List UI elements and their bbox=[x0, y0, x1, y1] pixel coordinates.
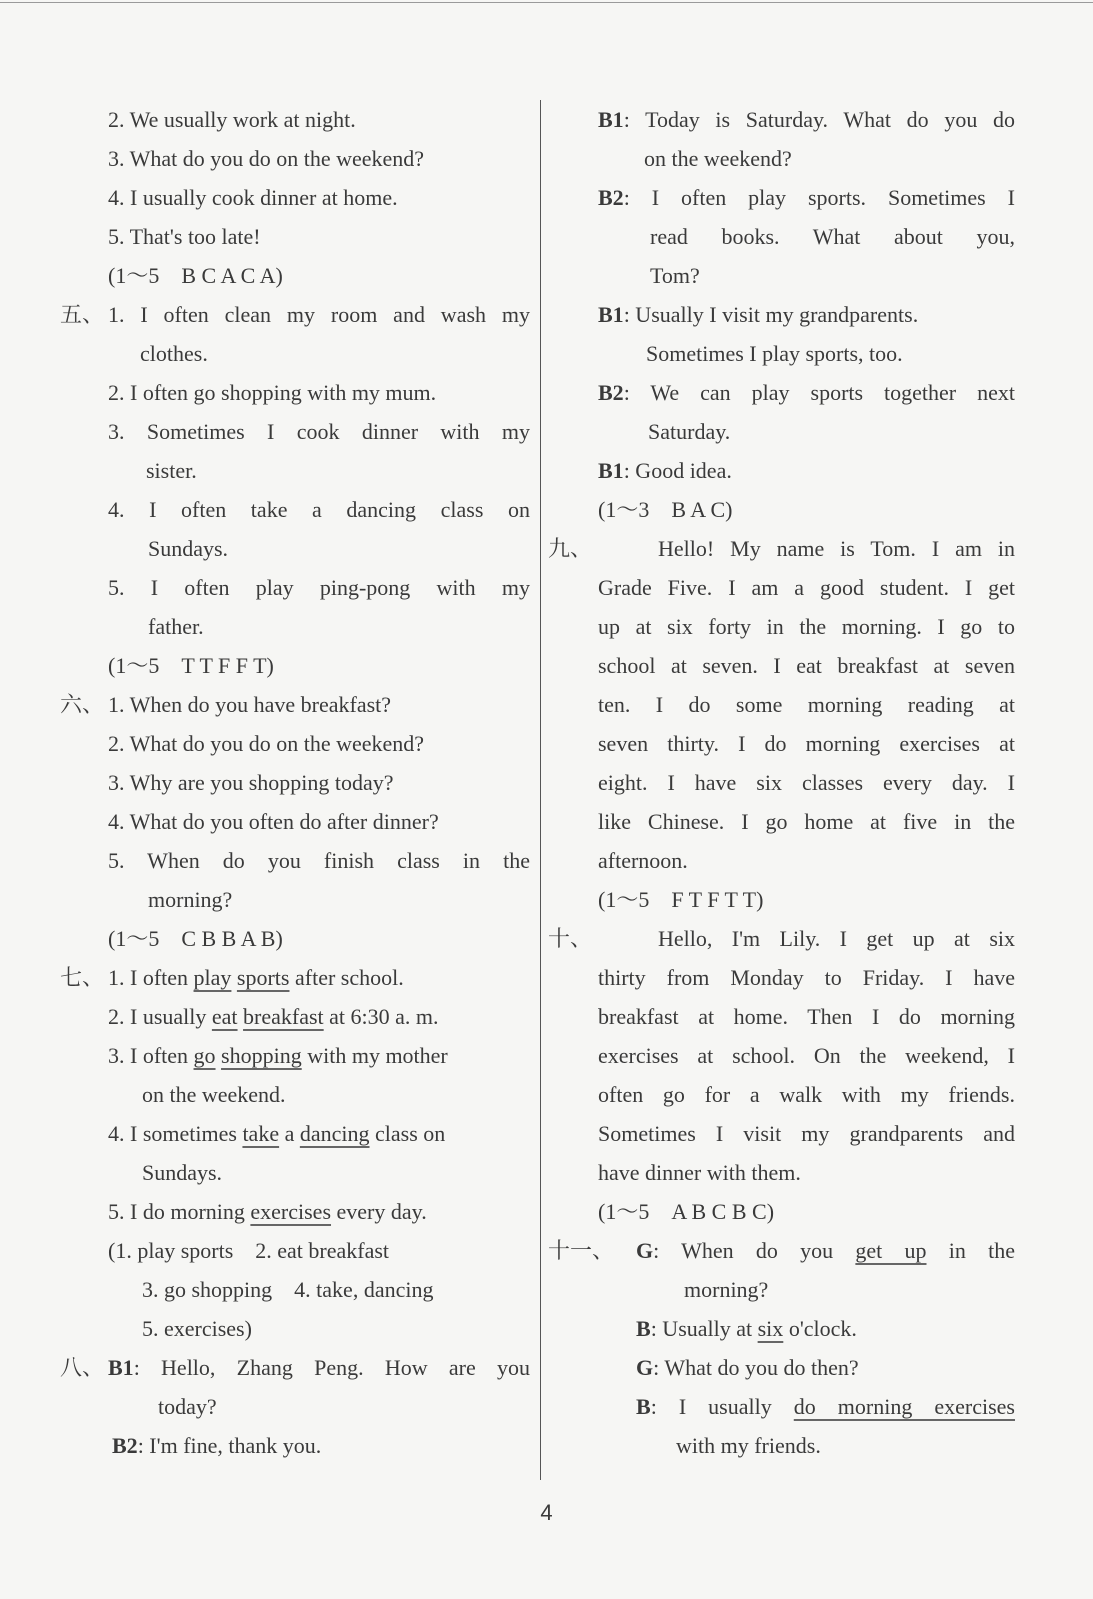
text-line: 5. When do you finish class in the bbox=[108, 848, 530, 873]
text-line: have dinner with them. bbox=[598, 1160, 801, 1185]
text-line: Hello, I'm Lily. I get up at six bbox=[658, 926, 1015, 951]
dialog-line bbox=[636, 1387, 1015, 1426]
speaker-label: B1 bbox=[598, 302, 624, 327]
text-line: 2. We usually work at night. bbox=[108, 107, 356, 132]
dialog-line: Sometimes I play sports, too. bbox=[646, 341, 903, 366]
text-fragment: 2. I usually bbox=[108, 1004, 212, 1029]
text-line: school at seven. I eat breakfast at seven bbox=[598, 653, 1015, 678]
speaker-label: B2 bbox=[598, 380, 624, 405]
dialog-line bbox=[60, 1426, 530, 1465]
dialog-line bbox=[560, 295, 1015, 334]
dialog-text: : We can play sports together next bbox=[623, 380, 1015, 405]
text-line: 3. Sometimes I cook dinner with my bbox=[108, 419, 530, 444]
dialog-line: on the weekend? bbox=[644, 146, 792, 171]
dialog-text: in the bbox=[926, 1238, 1015, 1263]
text-line: afternoon. bbox=[598, 848, 688, 873]
text-line bbox=[60, 958, 530, 997]
dialog-text: : I'm fine, thank you. bbox=[137, 1433, 322, 1458]
text-line: 2. I often go shopping with my mum. bbox=[108, 380, 437, 405]
text-line: Hello! My name is Tom. I am in bbox=[658, 536, 1015, 561]
dialog-line bbox=[598, 100, 1015, 139]
text-line bbox=[60, 1114, 530, 1153]
dialog-line bbox=[108, 1348, 530, 1387]
dialog-line bbox=[598, 373, 1015, 412]
text-line: 3. Why are you shopping today? bbox=[108, 770, 394, 795]
text-line: breakfast at home. Then I do morning bbox=[598, 1004, 1015, 1029]
dialog-line: Saturday. bbox=[648, 419, 731, 444]
text-fragment: at 6:30 a. m. bbox=[323, 1004, 439, 1029]
text-line: 2. What do you do on the weekend? bbox=[108, 731, 425, 756]
speaker-label: G bbox=[636, 1238, 654, 1263]
text-line: Grade Five. I am a good student. I get bbox=[598, 575, 1015, 600]
section-9-mark: 九、 bbox=[548, 536, 593, 561]
section-7-mark: 七、 bbox=[60, 965, 105, 990]
dialog-text: : Hello, Zhang Peng. How are you bbox=[133, 1355, 530, 1380]
text-fragment: 5. I do morning bbox=[108, 1199, 251, 1224]
text-line: 1. When do you have breakfast? bbox=[108, 692, 392, 717]
underlined-answer: dancing bbox=[299, 1121, 370, 1146]
underlined-answer: get up bbox=[855, 1238, 927, 1263]
section-6-mark: 六、 bbox=[60, 692, 105, 717]
underlined-answer: exercises bbox=[250, 1199, 332, 1224]
text-fragment: with my mother bbox=[301, 1043, 448, 1068]
speaker-label: B2 bbox=[598, 185, 624, 210]
text-fragment: class on bbox=[369, 1121, 446, 1146]
dialog-line: with my friends. bbox=[676, 1433, 821, 1458]
text-line: father. bbox=[148, 614, 204, 639]
dialog-text: : Usually at bbox=[650, 1316, 758, 1341]
text-line: Sometimes I visit my grandparents and bbox=[598, 1121, 1015, 1146]
speaker-label: B bbox=[636, 1316, 651, 1341]
text-line: 5. That's too late! bbox=[108, 224, 261, 249]
section-8-mark: 八、 bbox=[60, 1355, 105, 1380]
dialog-line bbox=[560, 451, 1015, 490]
answer-line: (1～3 B A C) bbox=[598, 497, 733, 522]
dialog-line: today? bbox=[158, 1394, 217, 1419]
dialog-text: : I usually bbox=[650, 1394, 794, 1419]
text-fragment: 1. I often bbox=[108, 965, 194, 990]
answer-line: (1～5 F T F T T) bbox=[598, 887, 764, 912]
underlined-answer: six bbox=[757, 1316, 784, 1341]
text-line: on the weekend. bbox=[142, 1082, 286, 1107]
dialog-line bbox=[560, 1348, 1015, 1387]
answer-line: 3. go shopping 4. take, dancing bbox=[142, 1277, 434, 1302]
text-line: eight. I have six classes every day. I bbox=[598, 770, 1015, 795]
text-line: Sundays. bbox=[148, 536, 229, 561]
column-divider bbox=[540, 100, 541, 1480]
speaker-label: B1 bbox=[598, 107, 624, 132]
text-line: 5. I often play ping-pong with my bbox=[108, 575, 530, 600]
text-line: 4. I often take a dancing class on bbox=[108, 497, 530, 522]
answer-line: (1～5 B C A C A) bbox=[108, 263, 283, 288]
underlined-answer: eat bbox=[211, 1004, 238, 1029]
text-line: thirty from Monday to Friday. I have bbox=[598, 965, 1015, 990]
answer-line: (1. play sports 2. eat breakfast bbox=[108, 1238, 390, 1263]
text-fragment: 3. I often bbox=[108, 1043, 194, 1068]
text-line: 4. I usually cook dinner at home. bbox=[108, 185, 398, 210]
speaker-label: G bbox=[636, 1355, 654, 1380]
text-line bbox=[60, 997, 530, 1036]
underlined-answer: sports bbox=[236, 965, 290, 990]
dialog-text: : Good idea. bbox=[623, 458, 732, 483]
top-rule bbox=[0, 2, 1093, 3]
underlined-answer: play bbox=[193, 965, 232, 990]
underlined-answer: shopping bbox=[221, 1043, 302, 1068]
dialog-line: morning? bbox=[684, 1277, 769, 1302]
speaker-label: B1 bbox=[108, 1355, 134, 1380]
dialog-text: : What do you do then? bbox=[653, 1355, 859, 1380]
page-number: 4 bbox=[540, 1500, 553, 1525]
text-line: morning? bbox=[148, 887, 233, 912]
answer-line: (1～5 A B C B C) bbox=[598, 1199, 775, 1224]
text-fragment: 4. I sometimes bbox=[108, 1121, 243, 1146]
answer-line: 5. exercises) bbox=[142, 1316, 252, 1341]
speaker-label: B2 bbox=[112, 1433, 138, 1458]
speaker-label: B1 bbox=[598, 458, 624, 483]
dialog-line bbox=[560, 1309, 1015, 1348]
text-fragment: after school. bbox=[289, 965, 404, 990]
text-line bbox=[60, 1036, 530, 1075]
dialog-text: : I often play sports. Sometimes I bbox=[623, 185, 1015, 210]
text-line: ten. I do some morning reading at bbox=[598, 692, 1015, 717]
text-line: 1. I often clean my room and wash my bbox=[108, 302, 530, 327]
dialog-text: o'clock. bbox=[783, 1316, 857, 1341]
text-line: clothes. bbox=[140, 341, 208, 366]
answer-line: (1～5 C B B A B) bbox=[108, 926, 283, 951]
text-line: like Chinese. I go home at five in the bbox=[598, 809, 1015, 834]
text-line: often go for a walk with my friends. bbox=[598, 1082, 1015, 1107]
text-line: exercises at school. On the weekend, I bbox=[598, 1043, 1015, 1068]
dialog-line: read books. What about you, bbox=[650, 224, 1015, 249]
dialog-line bbox=[598, 178, 1015, 217]
dialog-line: Tom? bbox=[650, 263, 700, 288]
text-line: 3. What do you do on the weekend? bbox=[108, 146, 425, 171]
text-line: sister. bbox=[146, 458, 197, 483]
dialog-text: : Usually I visit my grandparents. bbox=[623, 302, 919, 327]
text-fragment: a bbox=[279, 1121, 300, 1146]
text-fragment: every day. bbox=[331, 1199, 427, 1224]
section-10-mark: 十、 bbox=[548, 926, 593, 951]
text-line: Sundays. bbox=[142, 1160, 223, 1185]
text-line bbox=[60, 1192, 530, 1231]
dialog-text: : Today is Saturday. What do you do bbox=[623, 107, 1015, 132]
underlined-answer: do morning exercises bbox=[793, 1394, 1015, 1419]
dialog-line bbox=[636, 1231, 1015, 1270]
text-line: up at six forty in the morning. I go to bbox=[598, 614, 1015, 639]
text-line: seven thirty. I do morning exercises at bbox=[598, 731, 1015, 756]
dialog-text: : When do you bbox=[653, 1238, 856, 1263]
section-11-mark: 十一、 bbox=[548, 1238, 615, 1263]
answer-line: (1～5 T T F F T) bbox=[108, 653, 274, 678]
underlined-answer: take bbox=[242, 1121, 280, 1146]
speaker-label: B bbox=[636, 1394, 651, 1419]
text-line: 4. What do you often do after dinner? bbox=[108, 809, 439, 834]
underlined-answer: go bbox=[193, 1043, 216, 1068]
section-5-mark: 五、 bbox=[60, 302, 105, 327]
underlined-answer: breakfast bbox=[243, 1004, 324, 1029]
